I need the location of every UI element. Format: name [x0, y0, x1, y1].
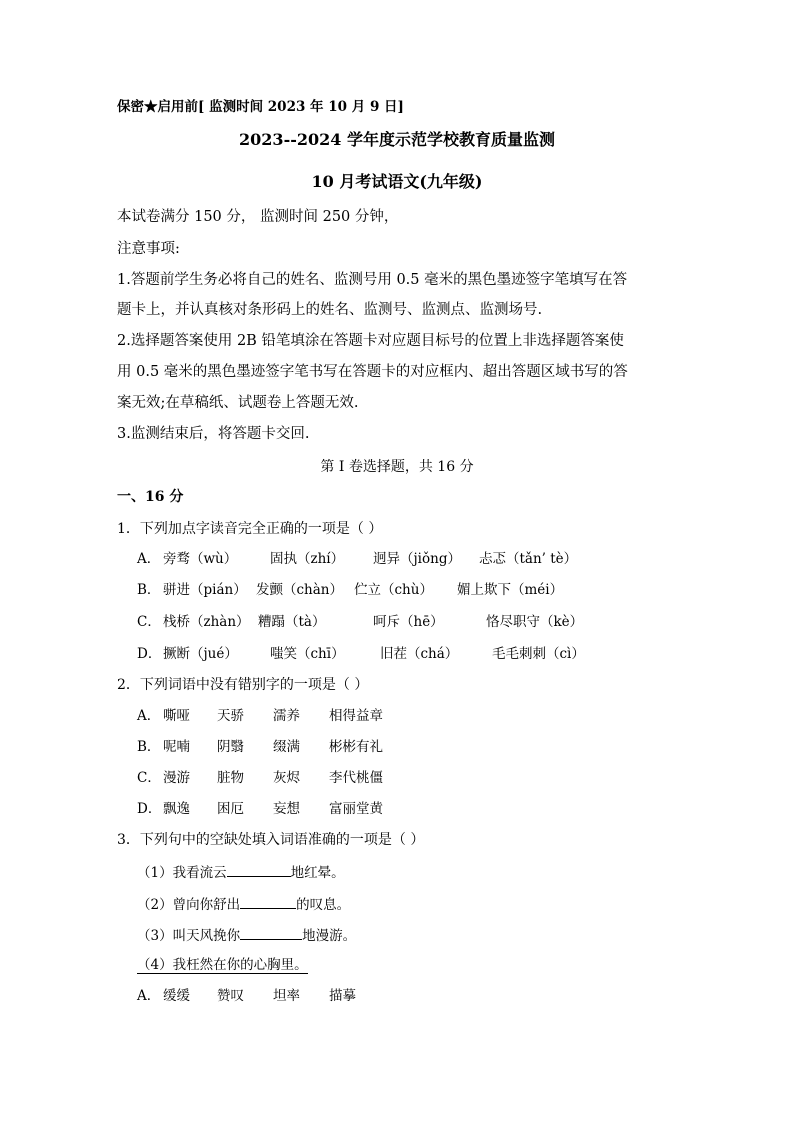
- option-item: 飘逸: [163, 801, 190, 817]
- note-line: 题卡上，并认真核对条形码上的姓名、监测号、监测点、监测场号.: [117, 302, 543, 318]
- option-letter: B．: [137, 582, 161, 598]
- option-letter: C．: [137, 770, 161, 786]
- option-item: 忐忑（tǎn’ tè）: [479, 551, 578, 567]
- option-item: 旧茬（chá）: [380, 646, 459, 662]
- sentence-prefix: （4）我枉然在你的心胸里。: [137, 957, 308, 973]
- sentence-suffix: 地红晕。: [290, 865, 345, 881]
- option-item: 恪尽职守（kè）: [486, 614, 584, 630]
- option-item: 缀满: [273, 739, 300, 755]
- note-line: 3.监测结束后，将答题卡交回.: [117, 426, 310, 442]
- option-item: 漫游: [163, 770, 190, 786]
- option-item: 相得益章: [329, 708, 383, 724]
- option-letter: C．: [137, 614, 161, 630]
- sentence-prefix: （3）叫天风挽你: [137, 928, 241, 944]
- answer-blank: [240, 925, 302, 940]
- exam-subtitle: 10 月考试语文(九年级): [311, 172, 483, 191]
- option-item: 困厄: [217, 801, 244, 817]
- sentence-suffix: 地漫游。: [302, 928, 357, 944]
- option-item: 毛毛刺刺（cì）: [492, 646, 585, 662]
- score-time-line: 本试卷满分 150 分， 监测时间 250 分钟，: [117, 209, 399, 225]
- question-3-stem: 3．下列句中的空缺处填入词语准确的一项是（ ）: [117, 832, 425, 848]
- option-item: 呢喃: [163, 739, 190, 755]
- option-item: 伫立（chù）: [354, 582, 433, 598]
- option-item: 李代桃僵: [329, 770, 383, 786]
- option-item: 脏物: [217, 770, 244, 786]
- notice-label: 注意事项:: [117, 241, 180, 257]
- option-item: 彬彬有礼: [329, 739, 383, 755]
- option-item: 糟蹋（tà）: [258, 614, 326, 630]
- answer-blank: [240, 894, 296, 909]
- answer-blank: [227, 862, 291, 877]
- option-item: 栈桥（zhàn）: [163, 614, 250, 630]
- note-line: 2.选择题答案使用 2B 铅笔填涂在答题卡对应题目标号的位置上非选择题答案使: [117, 333, 624, 349]
- option-item: 撅断（jué）: [163, 646, 238, 662]
- option-item: 坦率: [273, 988, 300, 1004]
- option-letter: A．: [137, 551, 161, 567]
- fill-sentence: [137, 862, 345, 882]
- note-line: 1.答题前学生务必将自己的姓名、监测号用 0.5 毫米的黑色墨迹签字笔填写在答: [117, 272, 628, 288]
- option-item: 赞叹: [217, 988, 244, 1004]
- option-item: 嘶哑: [163, 708, 190, 724]
- option-item: 嗤笑（chī）: [270, 646, 345, 662]
- option-letter: D．: [137, 801, 162, 817]
- option-item: 发颤（chàn）: [256, 582, 343, 598]
- option-item: 媚上欺下（méi）: [457, 582, 564, 598]
- option-item: 骈进（pián）: [163, 582, 247, 598]
- question-1-stem: 1．下列加点字读音完全正确的一项是（ ）: [117, 521, 383, 537]
- option-item: 旁骛（wù）: [163, 551, 238, 567]
- note-line: 用 0.5 毫米的黑色墨迹签字笔书写在答题卡的对应框内、超出答题区域书写的答: [117, 364, 628, 380]
- option-letter: A．: [137, 708, 161, 724]
- exam-title: 2023--2024 学年度示范学校教育质量监测: [239, 130, 555, 149]
- section-title: 第 I 卷选择题，共 16 分: [320, 459, 474, 475]
- option-item: 呵斥（hē）: [373, 614, 444, 630]
- option-item: 固执（zhí）: [270, 551, 345, 567]
- option-item: 天骄: [217, 708, 244, 724]
- fill-sentence: [137, 956, 308, 974]
- option-item: 缓缓: [163, 988, 190, 1004]
- option-letter: D．: [137, 646, 162, 662]
- confidential-note: 保密★启用前[ 监测时间 2023 年 10 月 9 日]: [117, 99, 404, 115]
- option-item: 阴翳: [217, 739, 244, 755]
- sentence-prefix: （1）我看流云: [137, 865, 227, 881]
- sentence-prefix: （2）曾向你舒出: [137, 897, 241, 913]
- fill-sentence: [137, 925, 356, 945]
- sentence-suffix: 的叹息。: [296, 897, 351, 913]
- option-item: 富丽堂黄: [329, 801, 383, 817]
- option-item: 妄想: [273, 801, 300, 817]
- option-item: 迥异（jiǒng）: [373, 551, 461, 567]
- option-item: 描摹: [329, 988, 356, 1004]
- note-line: 案无效;在草稿纸、试题卷上答题无效.: [117, 395, 359, 411]
- fill-sentence: [137, 894, 350, 914]
- option-letter: B．: [137, 739, 161, 755]
- question-2-stem: 2．下列词语中没有错别字的一项是（ ）: [117, 677, 369, 693]
- option-item: 灰烬: [273, 770, 300, 786]
- option-letter: A．: [137, 988, 161, 1004]
- option-item: 濡养: [273, 708, 300, 724]
- part-heading: 一、16 分: [117, 489, 184, 505]
